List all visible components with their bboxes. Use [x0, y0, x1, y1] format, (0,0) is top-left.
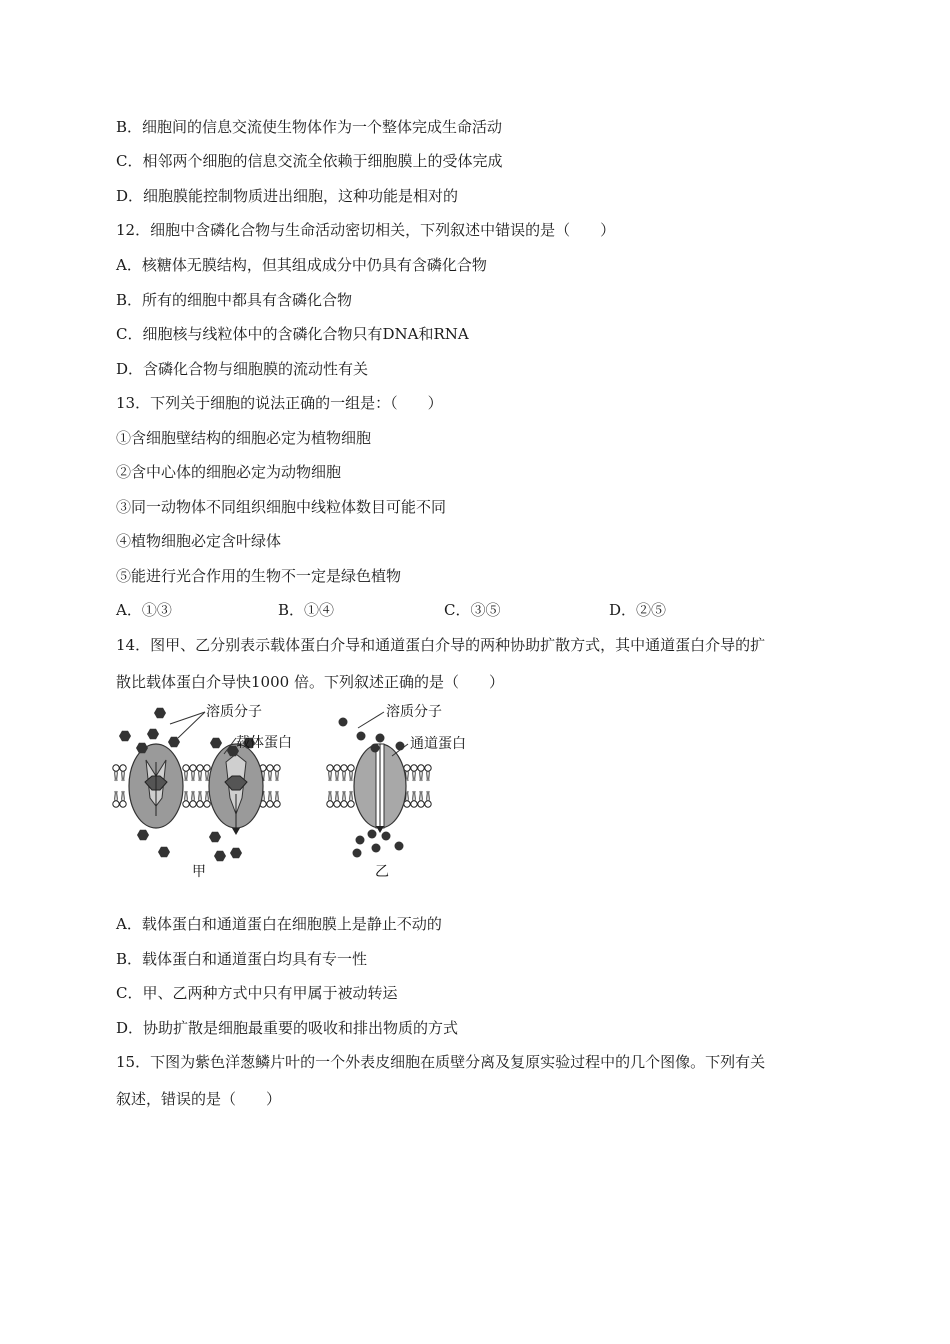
- q13-option-b: B．①④: [278, 601, 335, 619]
- q15-stem-line-1: 15．下图为紫色洋葱鳞片叶的一个外表皮细胞在质壁分离及复原实验过程中的几个图像。下列有关: [116, 1053, 766, 1071]
- phospholipid-head: [267, 765, 273, 781]
- phospholipid-head: [341, 791, 347, 807]
- phospholipid-head: [411, 765, 417, 781]
- q12-stem: 12．细胞中含磷化合物与生命活动密切相关，下列叙述中错误的是（ ）: [116, 221, 616, 239]
- phospholipid-head: [274, 765, 280, 781]
- q13-stem: 13．下列关于细胞的说法正确的一组是：（ ）: [116, 394, 443, 412]
- phospholipid-head: [113, 765, 119, 781]
- phospholipid-head: [120, 765, 126, 781]
- q14-stem-line-2: 散比载体蛋白介导快1000 倍。下列叙述正确的是（ ）: [116, 673, 504, 691]
- phospholipid-head: [341, 765, 347, 781]
- caption-jia: 甲: [192, 864, 206, 880]
- q13-statement-1: ①含细胞壁结构的细胞必定为植物细胞: [116, 429, 372, 447]
- q14-option-d: D．协助扩散是细胞最重要的吸收和排出物质的方式: [116, 1019, 459, 1037]
- phospholipid-head: [418, 791, 424, 807]
- q14-option-b: B．载体蛋白和通道蛋白均具有专一性: [116, 950, 368, 968]
- label-solute-jia: 溶质分子: [206, 704, 262, 720]
- q14-option-a: A．载体蛋白和通道蛋白在细胞膜上是静止不动的: [116, 915, 442, 933]
- phospholipid-head: [425, 791, 431, 807]
- q13-statement-4: ④植物细胞必定含叶绿体: [116, 532, 282, 550]
- phospholipid-head: [348, 791, 354, 807]
- phospholipid-head: [425, 765, 431, 781]
- phospholipid-head: [197, 791, 203, 807]
- label-solute-yi: 溶质分子: [386, 704, 442, 720]
- phospholipid-head: [120, 791, 126, 807]
- carrier-protein-right: [209, 744, 263, 835]
- phospholipid-head: [190, 765, 196, 781]
- phospholipid-head: [327, 765, 333, 781]
- diffusion-figure: [112, 698, 492, 884]
- q11-option-c: C．相邻两个细胞的信息交流全依赖于细胞膜上的受体完成: [116, 152, 503, 170]
- phospholipid-head: [411, 791, 417, 807]
- q14-option-c: C．甲、乙两种方式中只有甲属于被动转运: [116, 984, 398, 1002]
- phospholipid-head: [113, 791, 119, 807]
- q13-statement-3: ③同一动物体不同组织细胞中线粒体数目可能不同: [116, 498, 447, 516]
- channel-protein: [354, 744, 406, 833]
- phospholipid-head: [327, 791, 333, 807]
- carrier-protein-left: [129, 744, 183, 828]
- q13-statement-2: ②含中心体的细胞必定为动物细胞: [116, 463, 342, 481]
- q13-option-a: A．①③: [116, 601, 172, 619]
- q12-option-a: A．核糖体无膜结构，但其组成成分中仍具有含磷化合物: [116, 256, 487, 274]
- caption-yi: 乙: [375, 864, 389, 880]
- phospholipid-head: [183, 791, 189, 807]
- phospholipid-head: [267, 791, 273, 807]
- phospholipid-head: [274, 791, 280, 807]
- q13-option-c: C．③⑤: [444, 601, 501, 619]
- phospholipid-head: [348, 765, 354, 781]
- q13-statement-5: ⑤能进行光合作用的生物不一定是绿色植物: [116, 567, 402, 585]
- phospholipid-head: [334, 765, 340, 781]
- phospholipid-head: [418, 765, 424, 781]
- phospholipid-head: [334, 791, 340, 807]
- q13-option-d: D．②⑤: [609, 601, 667, 619]
- label-carrier-protein: 载体蛋白: [236, 735, 292, 751]
- phospholipid-head: [197, 765, 203, 781]
- phospholipid-head: [190, 791, 196, 807]
- q12-option-d: D．含磷化合物与细胞膜的流动性有关: [116, 360, 369, 378]
- q11-option-b: B．细胞间的信息交流使生物体作为一个整体完成生命活动: [116, 118, 503, 136]
- label-channel-protein: 通道蛋白: [410, 736, 466, 752]
- q12-option-c: C．细胞核与线粒体中的含磷化合物只有DNA和RNA: [116, 325, 469, 343]
- q11-option-d: D．细胞膜能控制物质进出细胞，这种功能是相对的: [116, 187, 459, 205]
- q12-option-b: B．所有的细胞中都具有含磷化合物: [116, 291, 353, 309]
- q14-stem-line-1: 14．图甲、乙分别表示载体蛋白介导和通道蛋白介导的两种协助扩散方式，其中通道蛋白介导的扩: [116, 636, 766, 654]
- phospholipid-head: [183, 765, 189, 781]
- q15-stem-line-2: 叙述，错误的是（ ）: [116, 1090, 282, 1108]
